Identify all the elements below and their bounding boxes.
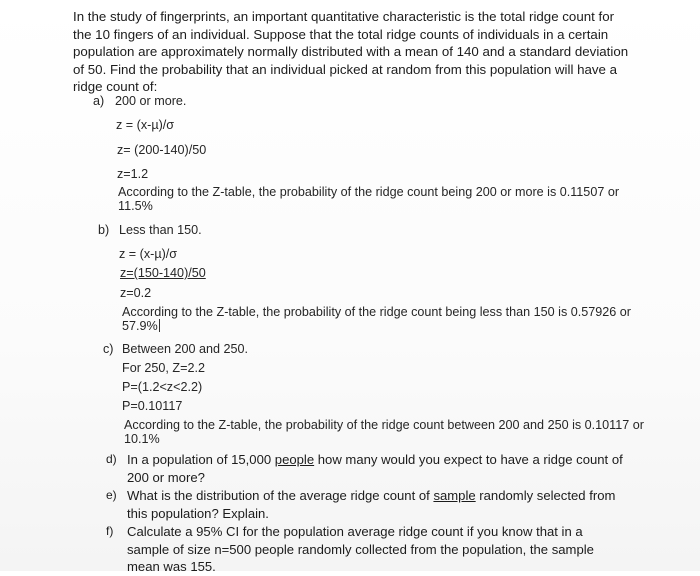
part-e-text-after: randomly selected from this population? Explain. [127, 488, 616, 521]
part-b-result: z=0.2 [120, 286, 152, 300]
part-a-conclusion: According to the Z-table, the probability of the ridge count being 200 or more is 0.11507 or 11.5% [118, 185, 620, 213]
part-e [106, 487, 617, 522]
part-b-substitution: z=(150-140)/50 [120, 266, 206, 280]
part-a-result: z=1.2 [117, 167, 149, 181]
part-c-marker: c) [103, 342, 114, 356]
part-c-heading: Between 200 and 250. [122, 342, 249, 356]
part-a-formula: z = (x-µ)/σ [116, 118, 175, 132]
part-b-marker: b) [98, 223, 110, 237]
part-d-marker: d) [106, 452, 117, 466]
part-b-formula: z = (x-µ)/σ [119, 247, 178, 261]
part-b-conclusion [122, 305, 642, 333]
part-f [106, 523, 627, 576]
part-e-marker: e) [106, 488, 117, 502]
part-d-text-after: how many would you expect to have a ridge count of 200 or more? [127, 452, 623, 485]
part-a-heading: 200 or more. [115, 94, 187, 108]
part-c-line-3: P=0.10117 [122, 399, 183, 413]
part-a-substitution: z= (200-140)/50 [117, 143, 207, 157]
part-c-conclusion: According to the Z-table, the probability of the ridge count between 200 and 250 is 0.10117 or 10.1% [124, 418, 644, 446]
part-b-heading: Less than 150. [119, 223, 202, 237]
part-b-conclusion-text: According to the Z-table, the probability of the ridge count being less than 150 is 0.57926 or 57.9% [122, 305, 631, 333]
part-e-text-before: What is the distribution of the average ridge count of [127, 488, 434, 503]
part-d-text-underlined: people [274, 452, 315, 467]
part-c-line-2: P=(1.2<z<2.2) [122, 380, 203, 394]
problem-statement: In the study of fingerprints, an important quantitative characteristic is the total ridge count for the 10 fingers of an individual. Suppose that the total ridge counts of individuals in a certain population are approximately normally distributed with a mean of 140 and a standard deviation of 50. Find the probability that an individual picked at random from this population will have a ridge count of: [73, 9, 629, 94]
part-c-line-1: For 250, Z=2.2 [122, 361, 205, 375]
part-f-text: Calculate a 95% CI for the population average ridge count if you know that in a sample of size n=500 people randomly collected from the population, the sample mean was 155. [127, 524, 594, 574]
part-d [106, 451, 627, 486]
text-cursor [159, 319, 160, 332]
part-f-marker: f) [106, 524, 114, 538]
part-d-text-before: In a population of 15,000 [127, 452, 275, 467]
part-a-marker: a) [93, 94, 105, 108]
part-e-text-underlined: sample [433, 488, 476, 503]
